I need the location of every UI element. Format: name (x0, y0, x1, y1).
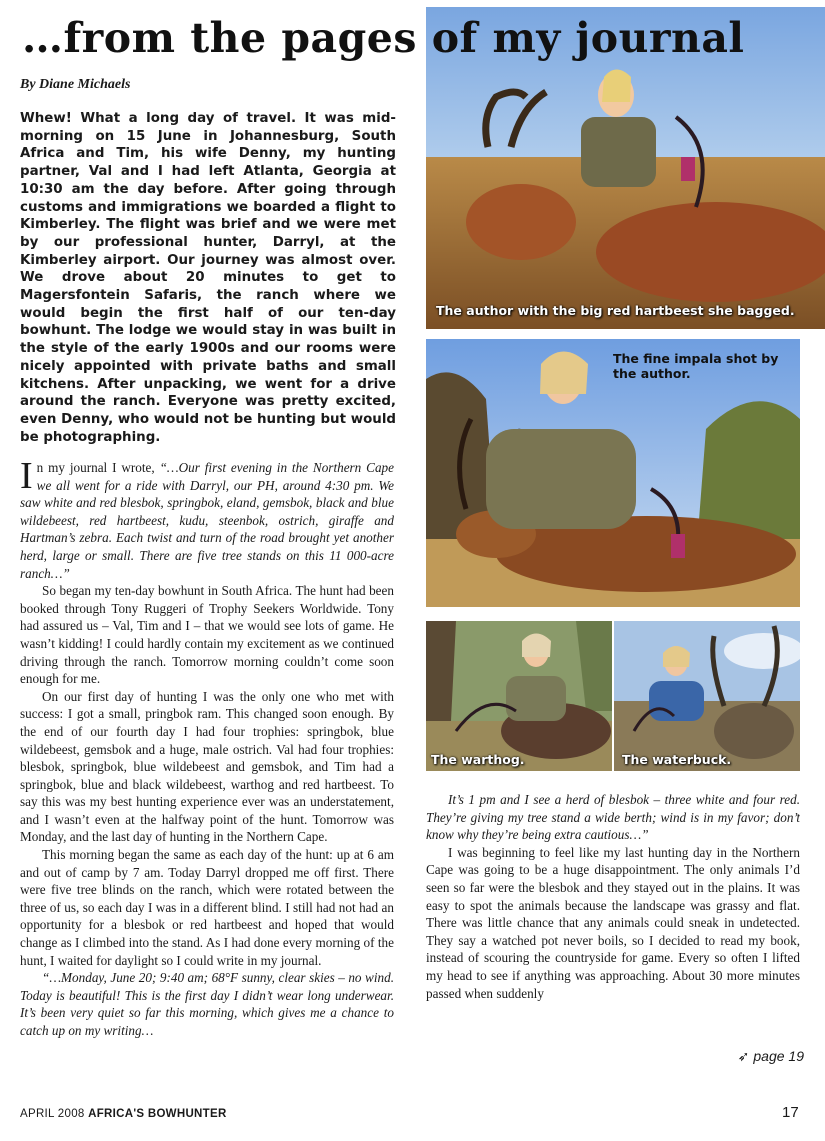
byline: By Diane Michaels (20, 77, 131, 92)
paragraph-start: n my journal I wrote, (36, 460, 160, 475)
body-column-right (426, 791, 800, 1047)
body-paragraph: So began my ten-day bowhunt in South Africa. The hunt had been booked through Tony Ruggeri of Trophy Seekers Worldwide. Tony had assured us – Val, Tim and I – that we would see lots of game. He wasn’t kidding! I could hardly contain my excitement as we continued driving through the ranch. Tomorrow morning couldn’t come soon enough for me. (20, 583, 394, 687)
body-column-left (20, 459, 394, 1071)
photo-impala (426, 339, 800, 607)
body-paragraph (20, 459, 394, 582)
photo-caption: The author with the big red hartbeest she bagged. (436, 303, 795, 318)
photo-warthog (426, 621, 612, 771)
photo-caption: The fine impala shot by the author. (613, 351, 779, 381)
photo-caption: The waterbuck. (622, 752, 732, 767)
article-headline: …from the pages of my journal (22, 14, 745, 62)
issue-date: APRIL 2008 (20, 1108, 85, 1120)
bow-hunter-icon: ➶ (737, 1048, 750, 1064)
body-paragraph: On our first day of hunting I was the only one who met with success: I got a small, pringbok ram. This changed soon enough. By the end of our fourth day I had four trophies: springbok, blue wildebeest, gemsbok and a huge, male ostrich. Val had four trophies: blesbok, springbok, blue wildebeest and gemsbok, and Tim had a springbok, blue and black wildebeest, warthog and red hartbeest. To say this was my best hunting experience ever was an understatement, and I wasn’t even at the halfway point of the hunt. Tomorrow was Monday, and the last day of hunting in the Northern Cape. (20, 688, 394, 845)
body-paragraph: This morning began the same as each day of the hunt: up at 6 am and out of camp by 7 am. Today Darryl dropped me off first. There were five tree blinds on the ranch, which were rotated between the three of us, so each day I was in a different blind. I still had not had an opportunity for a blesbok or red hartbeest and hoped that would change as I climbed into the stand. As I had done every morning of the hunt, I waited for daylight so I could write in my journal. (20, 847, 394, 968)
journal-quote-paragraph: “…Monday, June 20; 9:40 am; 68°F sunny, clear skies – no wind. Today is beautiful! This is the first day I didn’t wear long underwear. It’s been very quiet so far this morning, which gives me a chance to catch up on my writing… (20, 970, 394, 1038)
body-paragraph: I was beginning to feel like my last hunting day in the Northern Cape was going to be a huge disappointment. The only animals I’d seen so far were the blesbok and they stayed out in the plains. It was easy to spot the animals because the landscape was grassy and flat. There was little chance that any animals could sneak in undetected. They say a watched pot never boils, so I decided to read my book, instead of scouring the countryside for game. Every so often I lifted my head to see if anything was approaching. About 30 more minutes passed when suddenly (426, 844, 800, 1001)
journal-quote-paragraph: It’s 1 pm and I see a herd of blesbok – three white and four red. They’re giving my tree stand a wide berth; wind is in my favor; don’t know why they’re being extra cautious…” (426, 792, 800, 843)
drop-cap: I (20, 459, 33, 497)
continued-jump[interactable] (700, 1048, 804, 1065)
lead-paragraph: Whew! What a long day of travel. It was mid-morning on 15 June in Johannesburg, South Africa and Tim, his wife Denny, my hunting partner, Val and I had left Atlanta, Georgia at 10:30 am the day before. After going through customs and immigrations we boarded a flight to Kimberley. The flight was brief and we were met by our professional hunter, Darryl, at the Kimberley airport. Our journey was almost over. We drove about 20 minutes to get to Magersfontein Safaris, the ranch where we would begin the first half of our ten-day bowhunt. The lodge we would stay in was built in the style of the early 1900s and our rooms were nicely appointed with private baths and small kitchens. After unpacking, we went for a drive around the ranch. Everyone was pretty excited, even Denny, who would not be hunting but would be photographing. (20, 111, 396, 444)
photo-waterbuck (614, 621, 800, 771)
journal-quote: “…Our first evening in the Northern Cape we all went for a ride with Darryl, our PH, around 4:30 pm. We saw white and red blesbok, springbok, eland, gemsbok, black and blue wildebeest, red hartbeest, kudu, steenbok, ostrich, giraffe and Hartman’s zebra. Each twist and turn of the road brought yet another herd, large or small. There are five tree stands on this 11 000-acre ranch…” (20, 460, 394, 581)
magazine-name: AFRICA'S BOWHUNTER (88, 1108, 227, 1120)
footer-folio (20, 1108, 227, 1120)
page-number: 17 (782, 1104, 799, 1121)
continued-page-label: page 19 (753, 1048, 804, 1064)
photo-caption: The warthog. (431, 752, 525, 767)
